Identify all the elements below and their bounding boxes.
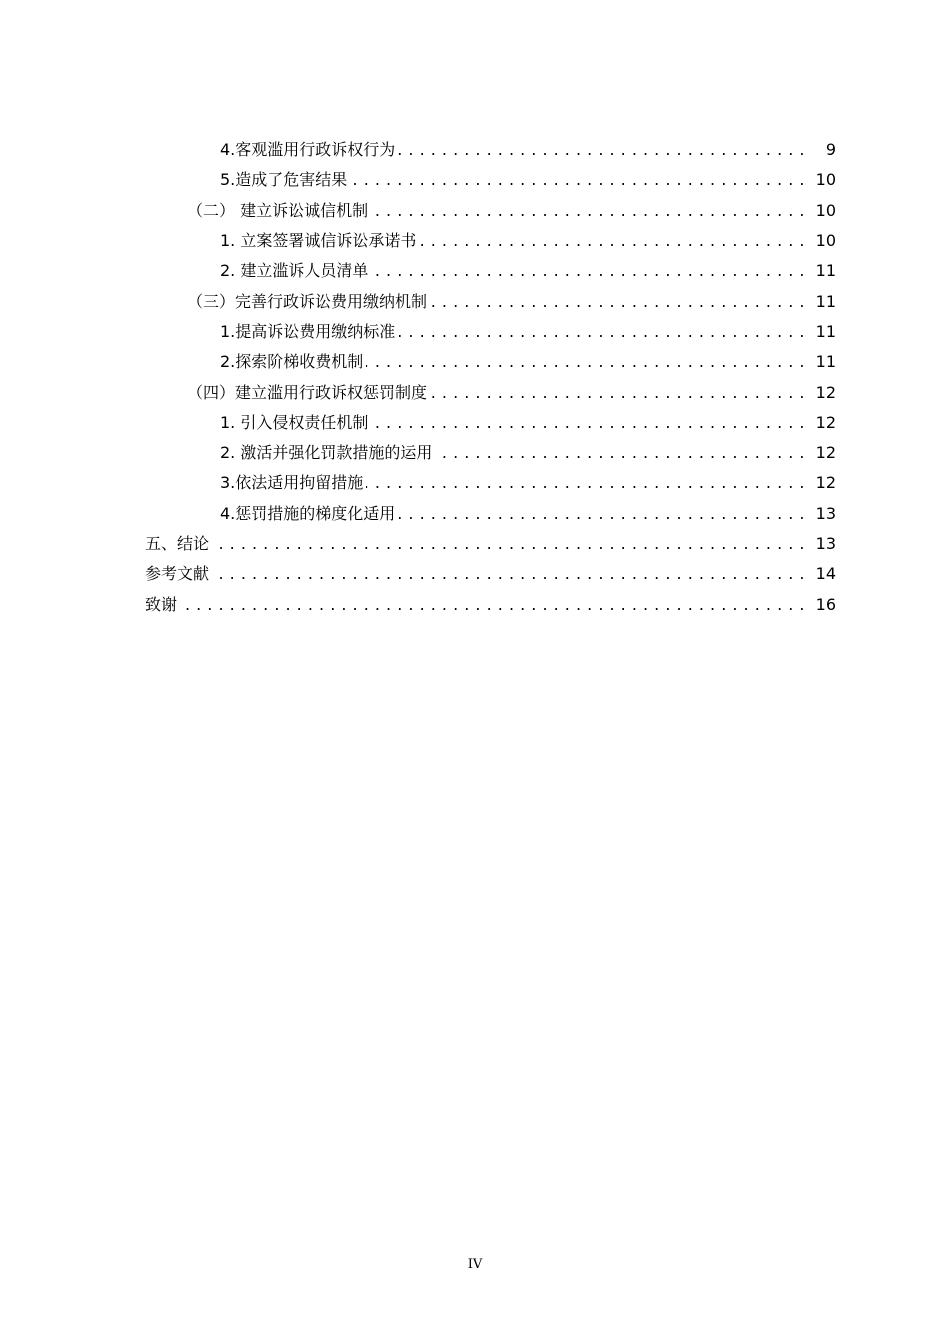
toc-entry-page: 13	[815, 534, 836, 553]
toc-entry-title: 1. 引入侵权责任机制	[220, 412, 369, 432]
toc-entry[interactable]	[0, 377, 950, 407]
table-of-contents	[0, 135, 950, 620]
toc-entry[interactable]	[0, 286, 950, 316]
page-number: IV	[467, 1257, 483, 1272]
toc-entry[interactable]	[0, 438, 950, 468]
toc-entry-page: 14	[815, 564, 836, 584]
toc-entry-page: 12	[815, 473, 836, 493]
toc-entry-page: 10	[815, 170, 836, 190]
toc-entry-title: 4.客观滥用行政诉权行为	[220, 140, 396, 160]
toc-entry-title: （三）完善行政诉讼费用缴纳机制	[187, 291, 428, 311]
toc-dot-leader	[371, 261, 805, 281]
toc-entry-page: 11	[815, 291, 836, 311]
toc-entry[interactable]	[0, 408, 950, 438]
toc-entry[interactable]	[0, 468, 950, 498]
toc-dot-leader	[180, 595, 805, 615]
toc-entry[interactable]	[0, 529, 950, 559]
toc-dot-leader	[398, 322, 805, 342]
toc-entry-title: 2.探索阶梯收费机制	[220, 352, 364, 372]
toc-entry[interactable]	[0, 196, 950, 226]
toc-entry-title: 2. 建立滥诉人员清单	[220, 261, 369, 281]
toc-entry-page: 12	[815, 412, 836, 432]
toc-entry-title: （四）建立滥用行政诉权惩罚制度	[187, 382, 428, 402]
toc-entry-title: 2. 激活并强化罚款措施的运用	[220, 443, 433, 463]
toc-entry-page: 9	[825, 140, 836, 160]
toc-entry-page: 10	[815, 200, 836, 220]
toc-entry-title: 1. 立案签署诚信诉讼承诺书	[220, 231, 417, 251]
toc-dot-leader	[212, 534, 805, 554]
toc-entry-title: 致谢	[145, 594, 178, 614]
toc-entry[interactable]	[0, 226, 950, 256]
toc-entry-title: 1.提高诉讼费用缴纳标准	[220, 321, 396, 341]
toc-entry[interactable]	[0, 347, 950, 377]
toc-dot-leader	[398, 504, 805, 524]
toc-entry-page: 16	[815, 594, 836, 614]
toc-dot-leader	[371, 413, 805, 433]
toc-dot-leader	[350, 170, 805, 190]
toc-dot-leader	[366, 352, 805, 372]
toc-dot-leader	[371, 201, 805, 221]
toc-entry-title: 3.依法适用拘留措施	[220, 473, 364, 493]
toc-entry-page: 11	[815, 261, 836, 281]
toc-entry-page: 11	[815, 352, 836, 372]
toc-dot-leader	[212, 564, 805, 584]
toc-dot-leader	[435, 443, 805, 463]
toc-dot-leader	[430, 292, 805, 312]
toc-entry-page: 10	[815, 231, 836, 251]
toc-entry-title: 五、结论	[145, 534, 210, 553]
toc-dot-leader	[419, 231, 805, 251]
toc-entry-title: （二） 建立诉讼诚信机制	[187, 200, 369, 220]
toc-entry-page: 12	[815, 443, 836, 463]
toc-entry[interactable]	[0, 559, 950, 589]
toc-entry-title: 4.惩罚措施的梯度化适用	[220, 503, 396, 523]
toc-entry-title: 5.造成了危害结果	[220, 170, 348, 190]
toc-entry[interactable]	[0, 256, 950, 286]
toc-entry-page: 13	[815, 503, 836, 523]
toc-entry-title: 参考文献	[145, 564, 210, 584]
toc-entry[interactable]	[0, 165, 950, 195]
toc-entry[interactable]	[0, 589, 950, 619]
toc-entry[interactable]	[0, 135, 950, 165]
toc-dot-leader	[366, 473, 805, 493]
toc-entry[interactable]	[0, 317, 950, 347]
toc-entry-page: 12	[815, 382, 836, 402]
toc-entry-page: 11	[815, 321, 836, 341]
toc-entry[interactable]	[0, 499, 950, 529]
toc-dot-leader	[398, 140, 805, 160]
toc-dot-leader	[430, 383, 805, 403]
